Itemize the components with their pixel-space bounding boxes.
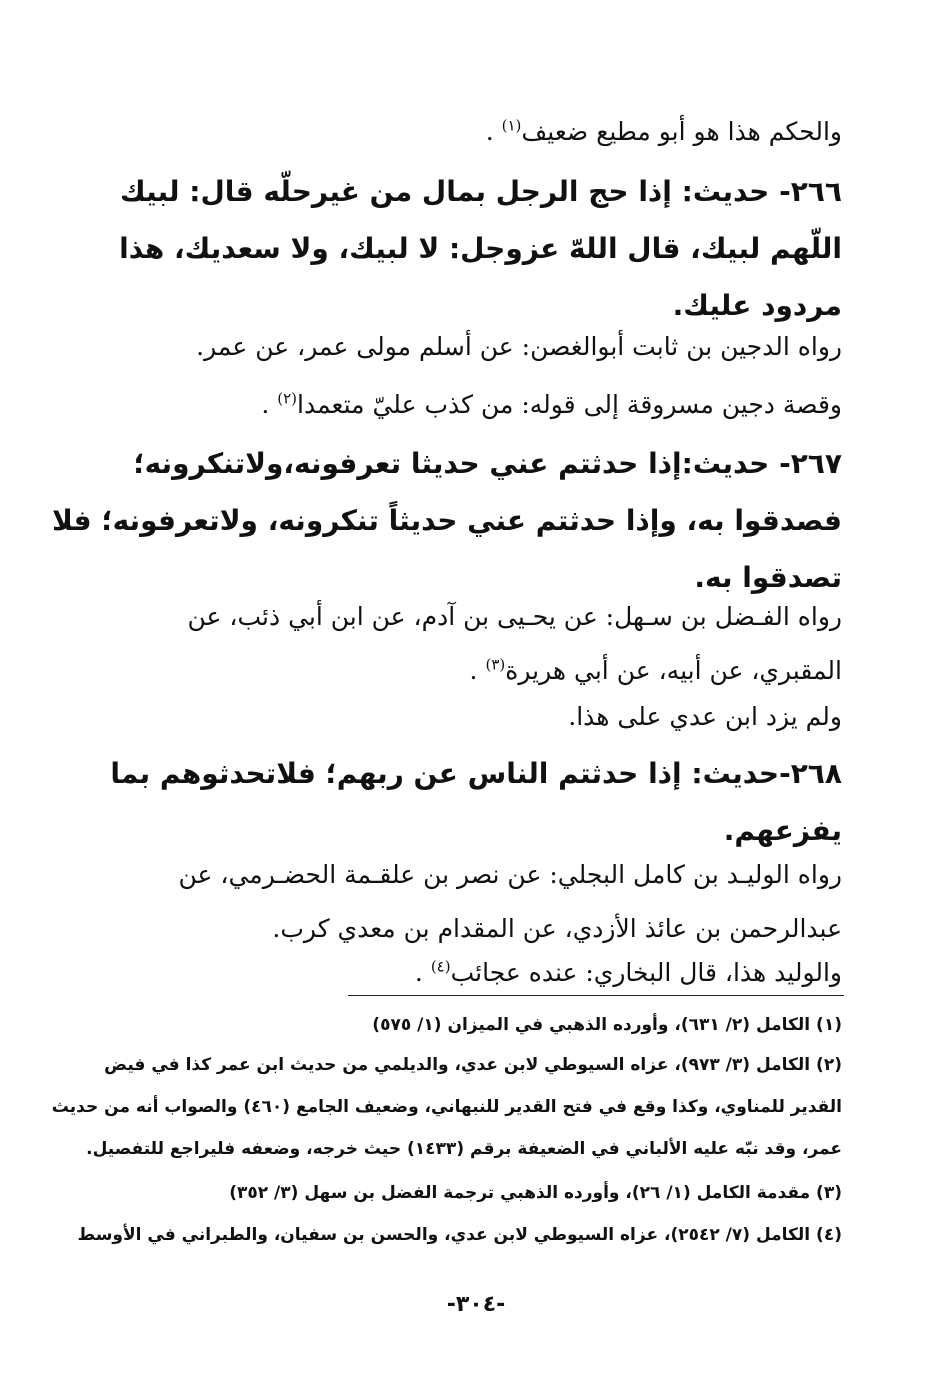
paragraph-bukhari (107, 946, 842, 1000)
footnote-ref-4[interactable]: (٤) (430, 957, 451, 976)
hadith-line: مردود عليك. (672, 289, 842, 322)
footnote-ref-2[interactable]: (٢) (277, 389, 297, 408)
paragraph-line: رواه الفـضل بن سـهل: عن يحـيى بن آدم، عن ابن أبي ذئب، عن (187, 602, 842, 631)
paragraph-end: . (414, 958, 431, 987)
footnote-3: (٣) مقدمة الكامل (١/ ٢٦)، وأورده الذهبي ترجمة الفضل بن سهل (٣/ ٣٥٢) (229, 1183, 842, 1203)
paragraph-end: . (469, 656, 486, 685)
paragraph-note (107, 690, 842, 744)
hadith-line: ٢٦٨-حديث: إذا حدثتم الناس عن ربهم؛ فلاتحدثوهم بما (110, 757, 842, 790)
paragraph-text: وقصة دجين مسروقة إلى قوله: من كذب عليّ متعمدا (297, 390, 842, 419)
hadith-line: ٢٦٧- حديث:إذا حدثتم عني حديثا تعرفونه،ولاتنكرونه؛ (133, 447, 842, 480)
hadith-266 (107, 163, 842, 334)
paragraph-text: رواه الدجين بن ثابت أبوالغصن: عن أسلم مولى عمر، عن عمر. (196, 332, 842, 361)
paragraph-narration-267 (107, 590, 842, 698)
footnote-ref-1[interactable]: (١) (501, 116, 522, 135)
footnote-separator (348, 995, 844, 996)
paragraph-ruling (107, 105, 842, 159)
paragraph-text: المقبري، عن أبيه، عن أبي هريرة (505, 656, 842, 685)
footnote-4: (٤) الكامل (٧/ ٢٥٤٢)، عزاه السيوطي لابن عدي، والحسن بن سفيان، والطبراني في الأوسط (77, 1225, 842, 1245)
paragraph-line: عبدالرحمن بن عائذ الأزدي، عن المقدام بن معدي كرب. (272, 914, 842, 943)
footnote-2-cont: القدير للمناوي، وكذا وقع في فتح القدير للنبهاني، وضعيف الجامع (٤٦٠) والصواب أنه من حديث (51, 1097, 842, 1117)
hadith-line: ٢٦٦- حديث: إذا حج الرجل بمال من غيرحلّه قال: لبيك (120, 175, 842, 208)
page-number: -٣٠٤- (446, 1292, 506, 1317)
paragraph-narration-266 (107, 320, 842, 374)
hadith-267 (52, 435, 842, 606)
paragraph-end: . (485, 117, 502, 146)
hadith-268 (107, 745, 842, 859)
footnote-1: (١) الكامل (٢/ ٦٣١)، وأورده الذهبي في الميزان (١/ ٥٧٥) (372, 1015, 842, 1035)
hadith-line: تصدقوا به. (694, 561, 842, 594)
footnote-2: (٢) الكامل (٣/ ٩٧٣)، عزاه السيوطي لابن عدي، والديلمي من حديث ابن عمر كذا في فيض (104, 1055, 842, 1075)
paragraph-narration-268 (107, 848, 842, 956)
hadith-line: يفزعهم. (723, 814, 842, 847)
footnote-2-cont: عمر، وقد نبّه عليه الألباني في الضعيفة برقم (١٤٣٣) حيث خرجه، وضعفه فليراجع للتفصيل. (86, 1139, 842, 1159)
paragraph-story (107, 378, 842, 432)
paragraph-end: . (261, 390, 278, 419)
paragraph-text: ولم يزد ابن عدي على هذا. (568, 702, 842, 731)
hadith-line: فصدقوا به، وإذا حدثتم عني حديثاً تنكرونه، ولاتعرفونه؛ فلا (52, 504, 842, 537)
paragraph-line: رواه الوليـد بن كامل البجلي: عن نصر بن علقـمة الحضـرمي، عن (178, 860, 842, 889)
hadith-line: اللّهم لبيك، قال اللهّ عزوجل: لا لبيك، ولا سعديك، هذا (119, 232, 842, 265)
footnote-ref-3[interactable]: (٣) (485, 655, 506, 674)
paragraph-text: والحكم هذا هو أبو مطيع ضعيف (521, 117, 842, 146)
paragraph-text: والوليد هذا، قال البخاري: عنده عجائب (450, 958, 842, 987)
